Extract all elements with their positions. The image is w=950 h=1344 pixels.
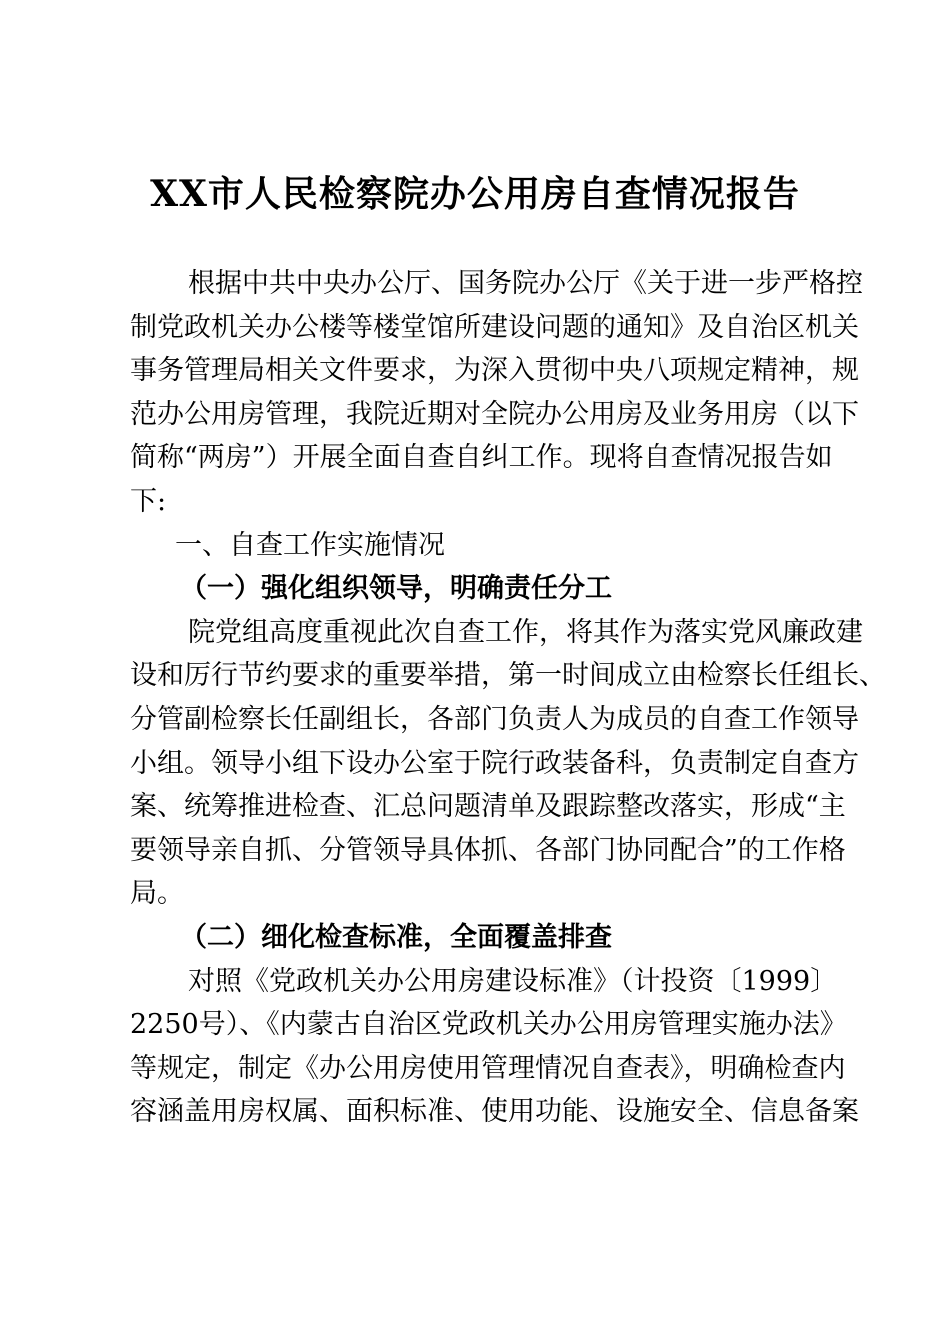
paragraph-line: 下: [130,485,167,517]
paragraph-line: 制党政机关办公楼等楼堂馆所建设问题的通知》及自治区机关 [130,311,859,343]
subsection-heading: （一）强化组织领导，明确责任分工 [180,573,612,605]
subsection-heading: （二）细化检查标准，全面覆盖排查 [180,921,612,953]
document-body [130,262,886,1134]
paragraph-line: 等规定，制定《办公用房使用管理情况自查表》，明确检查内 [130,1052,846,1084]
paragraph-line: 范办公用房管理，我院近期对全院办公用房及业务用房（以下 [130,398,859,430]
paragraph-line: 简称“两房”）开展全面自查自纠工作。现将自查情况报告如 [130,442,833,474]
paragraph-line: 院党组高度重视此次自查工作，将其作为落实党风廉政建 [188,616,863,648]
paragraph-line: 分管副检察长任副组长，各部门负责人为成员的自查工作领导 [130,703,859,735]
paragraph-line: 根据中共中央办公厅、国务院办公厅《关于进一步严格控 [188,268,863,299]
section-heading: 一、自查工作实施情况 [175,529,445,561]
paragraph-line: 要领导亲自抓、分管领导具体抓、各部门协同配合”的工作格 [130,834,846,866]
paragraph-line: 设和厉行节约要求的重要举措，第一时间成立由检察长任组长、 [130,660,886,692]
paragraph-line: 小组。领导小组下设办公室于院行政装备科，负责制定自查方 [130,747,859,779]
paragraph-line: 案、统筹推进检查、汇总问题清单及跟踪整改落实，形成“主 [130,791,846,823]
paragraph-line: 事务管理局相关文件要求，为深入贯彻中央八项规定精神，规 [130,355,859,387]
paragraph-line: 对照《党政机关办公用房建设标准》（计投资〔1999〕 [188,965,838,997]
paragraph-line: 2250号）、《内蒙古自治区党政机关办公用房管理实施办法》 [130,1009,847,1041]
document-title: XX市人民检察院办公用房自查情况报告 [150,173,800,215]
paragraph-line: 局。 [130,878,184,910]
paragraph-line: 容涵盖用房权属、面积标准、使用功能、设施安全、信息备案 [130,1096,859,1128]
